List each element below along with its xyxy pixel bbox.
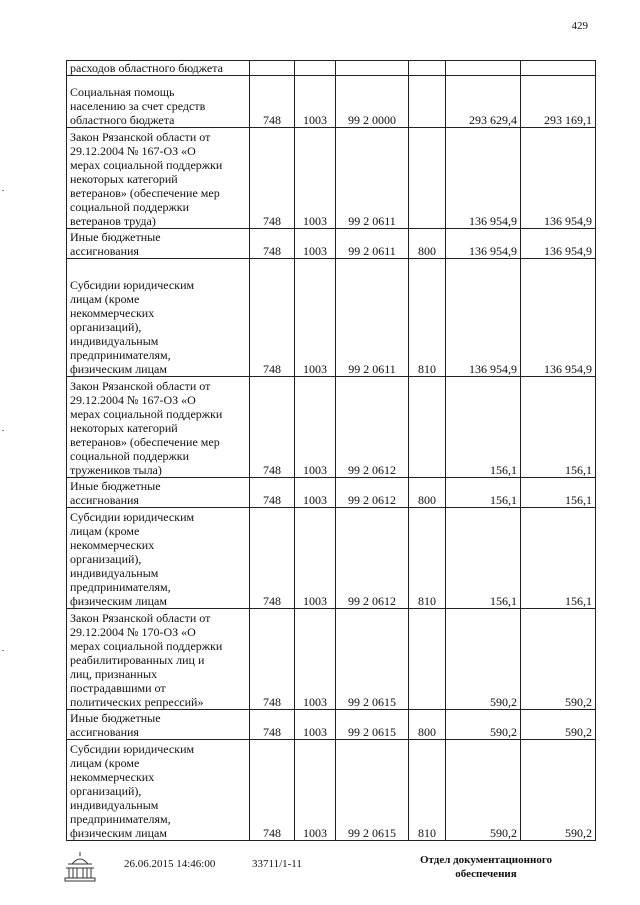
row-sum-2015: 156,1 [446,377,521,478]
row-sum-2016: 590,2 [521,609,596,710]
row-name-text: Субсидии юридическим лицам (кроме некоммерческих организаций), индивидуальным предпринимателям, физическим лицам [70,278,195,376]
row-vr [409,377,446,478]
row-name-text: Субсидии юридическим лицам (кроме некоммерческих организаций), индивидуальным предпринимателям, физическим лицам [70,742,195,840]
row-name-text: Иные бюджетные ассигнования [70,479,161,507]
row-vr: 800 [409,229,446,259]
row-rzpr: 1003 [295,259,336,377]
row-name-text: Субсидии юридическим лицам (кроме некоммерческих организаций), индивидуальным предпринимателям, физическим лицам [70,510,195,608]
row-name-text: Закон Рязанской области от 29.12.2004 № 170-ОЗ «О мерах социальной поддержки реабилитированных лиц и лиц, признанных пострадавшими от политических репрессий» [70,611,223,709]
row-rzpr: 1003 [295,508,336,609]
row-name-text: Социальная помощь населению за счет средств областного бюджета [70,85,206,127]
row-sum-2016: 136 954,9 [521,229,596,259]
row-name-text: Закон Рязанской области от 29.12.2004 № 167-ОЗ «О мерах социальной поддержки некоторых категорий ветеранов» (обеспечение мер социальной поддержки ветеранов труда) [70,130,223,228]
row-rzpr [295,61,336,76]
row-name [67,61,250,76]
row-rzpr: 1003 [295,609,336,710]
row-sum-2015: 590,2 [446,740,521,841]
row-name [67,508,250,609]
row-rzpr: 1003 [295,740,336,841]
row-ved: 748 [250,76,295,128]
page-number: 429 [571,20,588,32]
row-ved: 748 [250,609,295,710]
row-csr: 99 2 0615 [336,740,409,841]
row-name [67,128,250,229]
row-name-text: Иные бюджетные ассигнования [70,230,161,258]
row-name-text: расходов областного бюджета [70,61,223,75]
table-row [67,128,596,229]
row-ved: 748 [250,478,295,508]
margin-mark [2,190,4,191]
table-row [67,740,596,841]
row-rzpr: 1003 [295,478,336,508]
duma-building-logo-icon [62,850,98,884]
row-rzpr: 1003 [295,128,336,229]
row-csr: 99 2 0612 [336,377,409,478]
table-row [67,76,596,128]
row-sum-2015: 136 954,9 [446,259,521,377]
row-csr: 99 2 0612 [336,478,409,508]
footer-doc-code: 33711/1-11 [252,858,302,870]
row-sum-2015: 136 954,9 [446,128,521,229]
row-vr: 810 [409,740,446,841]
row-sum-2015: 590,2 [446,710,521,740]
table-row [67,61,596,76]
row-sum-2016: 156,1 [521,478,596,508]
row-sum-2016: 136 954,9 [521,259,596,377]
row-ved: 748 [250,229,295,259]
row-rzpr: 1003 [295,76,336,128]
row-rzpr: 1003 [295,710,336,740]
row-sum-2015: 590,2 [446,609,521,710]
row-sum-2015: 156,1 [446,508,521,609]
row-name [67,229,250,259]
row-vr [409,609,446,710]
table-row [67,609,596,710]
row-sum-2015: 293 629,4 [446,76,521,128]
row-sum-2015: 156,1 [446,478,521,508]
table-body [67,61,596,841]
row-sum-2016 [521,61,596,76]
row-name [67,609,250,710]
margin-mark [2,430,4,431]
row-vr [409,128,446,229]
row-name [67,478,250,508]
row-name-text: Иные бюджетные ассигнования [70,711,161,739]
row-sum-2016: 590,2 [521,740,596,841]
row-sum-2016: 293 169,1 [521,76,596,128]
row-csr: 99 2 0611 [336,229,409,259]
row-vr [409,76,446,128]
row-ved: 748 [250,508,295,609]
row-ved: 748 [250,740,295,841]
row-vr: 810 [409,259,446,377]
row-csr: 99 2 0612 [336,508,409,609]
row-sum-2016: 156,1 [521,377,596,478]
margin-mark [2,650,4,651]
row-vr [409,61,446,76]
row-vr: 800 [409,710,446,740]
row-csr: 99 2 0611 [336,259,409,377]
budget-table [66,60,596,841]
footer-datetime: 26.06.2015 14:46:00 [124,858,216,870]
row-csr [336,61,409,76]
row-sum-2016: 156,1 [521,508,596,609]
row-sum-2015: 136 954,9 [446,229,521,259]
row-ved: 748 [250,259,295,377]
row-sum-2015 [446,61,521,76]
table-row [67,377,596,478]
row-csr: 99 2 0000 [336,76,409,128]
row-vr: 800 [409,478,446,508]
table-row [67,508,596,609]
row-ved [250,61,295,76]
row-vr: 810 [409,508,446,609]
row-sum-2016: 590,2 [521,710,596,740]
row-ved: 748 [250,377,295,478]
row-csr: 99 2 0615 [336,609,409,710]
row-name-text: Закон Рязанской области от 29.12.2004 № 167-ОЗ «О мерах социальной поддержки некоторых категорий ветеранов» (обеспечение мер социальной поддержки тружеников тыла) [70,379,223,477]
row-sum-2016: 136 954,9 [521,128,596,229]
table-row [67,229,596,259]
row-rzpr: 1003 [295,229,336,259]
row-rzpr: 1003 [295,377,336,478]
table-row [67,478,596,508]
row-name [67,377,250,478]
row-csr: 99 2 0611 [336,128,409,229]
footer-department: Отдел документационного обеспечения [419,854,553,880]
row-ved: 748 [250,128,295,229]
table-row [67,710,596,740]
row-ved: 748 [250,710,295,740]
row-name [67,710,250,740]
row-name [67,740,250,841]
row-name [67,76,250,128]
row-name [67,259,250,377]
row-csr: 99 2 0615 [336,710,409,740]
table-row [67,259,596,377]
